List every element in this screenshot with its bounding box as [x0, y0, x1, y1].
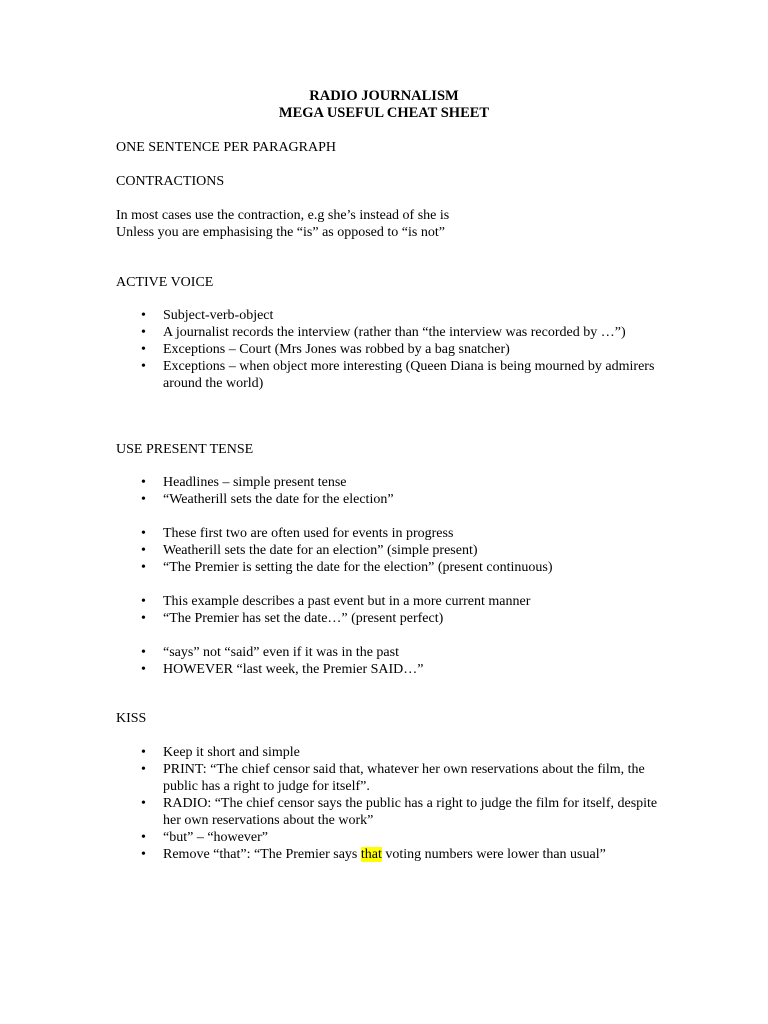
list-item-text: Subject-verb-object	[163, 308, 274, 323]
list-item-text: “Weatherill sets the date for the election”	[163, 492, 394, 507]
list-item	[116, 559, 676, 576]
list-item-text: Headlines – simple present tense	[163, 475, 347, 490]
list-item	[116, 324, 676, 341]
bullet-icon: •	[141, 325, 146, 340]
list-item-text: PRINT: “The chief censor said that, whatever her own reservations about the film, the public has a right to judge for itself”.	[163, 762, 645, 794]
bullet-icon: •	[141, 526, 146, 541]
bullet-icon: •	[141, 492, 146, 507]
bullet-icon: •	[141, 745, 146, 760]
list-item	[116, 542, 676, 559]
document-title: RADIO JOURNALISM	[309, 88, 459, 104]
list-item	[116, 593, 676, 610]
document-subtitle: MEGA USEFUL CHEAT SHEET	[278, 105, 490, 121]
list-item	[116, 829, 676, 846]
contractions-line-1: In most cases use the contraction, e.g she’s instead of she is	[116, 208, 450, 223]
heading-one-sentence: ONE SENTENCE PER PARAGRAPH	[116, 140, 337, 155]
list-item-text: A journalist records the interview (rather than “the interview was recorded by …”)	[163, 325, 626, 340]
list-item-text: These first two are often used for events in progress	[163, 526, 454, 541]
list-item	[116, 846, 676, 863]
list-item	[116, 744, 676, 761]
bullet-icon: •	[141, 543, 146, 558]
bullet-icon: •	[141, 796, 146, 811]
list-item	[116, 474, 676, 491]
bullet-icon: •	[141, 475, 146, 490]
list-item	[116, 644, 676, 661]
list-item	[116, 761, 676, 795]
list-item-text: RADIO: “The chief censor says the public has a right to judge the film for itself, despite her own reservations about the work”	[163, 796, 658, 828]
list-item	[116, 525, 676, 542]
bullet-icon: •	[141, 308, 146, 323]
bullet-icon: •	[141, 594, 146, 609]
bullet-icon: •	[141, 560, 146, 575]
list-item-text: HOWEVER “last week, the Premier SAID…”	[163, 662, 424, 677]
bullet-icon: •	[141, 662, 146, 677]
list-item	[116, 610, 676, 627]
list-item	[116, 341, 676, 358]
list-item	[116, 795, 676, 829]
list-item-text: Exceptions – Court (Mrs Jones was robbed by a bag snatcher)	[163, 342, 510, 357]
list-item-text: “The Premier is setting the date for the election” (present continuous)	[163, 560, 553, 575]
list-item-text: Weatherill sets the date for an election” (simple present)	[163, 543, 478, 558]
list-item	[116, 491, 676, 508]
contractions-line-2: Unless you are emphasising the “is” as opposed to “is not”	[116, 225, 445, 240]
bullet-icon: •	[141, 359, 146, 374]
bullet-icon: •	[141, 762, 146, 777]
bullet-icon: •	[141, 645, 146, 660]
list-item	[116, 307, 676, 324]
kiss-list	[116, 744, 676, 863]
bullet-icon: •	[141, 611, 146, 626]
list-item-text: This example describes a past event but in a more current manner	[163, 594, 531, 609]
list-item-text: “says” not “said” even if it was in the past	[163, 645, 399, 660]
list-item-text: “but” – “however”	[163, 830, 268, 845]
heading-present-tense: USE PRESENT TENSE	[116, 442, 254, 457]
bullet-icon: •	[141, 830, 146, 845]
highlighted-word: that	[360, 847, 382, 862]
bullet-icon: •	[141, 342, 146, 357]
list-item	[116, 661, 676, 678]
list-item-text: Exceptions – when object more interesting (Queen Diana is being mourned by admirers around the world)	[163, 359, 655, 391]
heading-kiss: KISS	[116, 711, 147, 726]
list-item-text: “The Premier has set the date…” (present perfect)	[163, 611, 444, 626]
bullet-icon: •	[141, 847, 146, 862]
heading-contractions: CONTRACTIONS	[116, 174, 225, 189]
list-item-text-post: voting numbers were lower than usual”	[381, 847, 606, 862]
active-voice-list	[116, 307, 676, 392]
present-tense-list	[116, 474, 676, 678]
heading-active-voice: ACTIVE VOICE	[116, 275, 214, 290]
list-item-text: Keep it short and simple	[163, 745, 300, 760]
list-item-text-pre: Remove “that”: “The Premier says	[163, 847, 361, 862]
list-item	[116, 358, 676, 392]
